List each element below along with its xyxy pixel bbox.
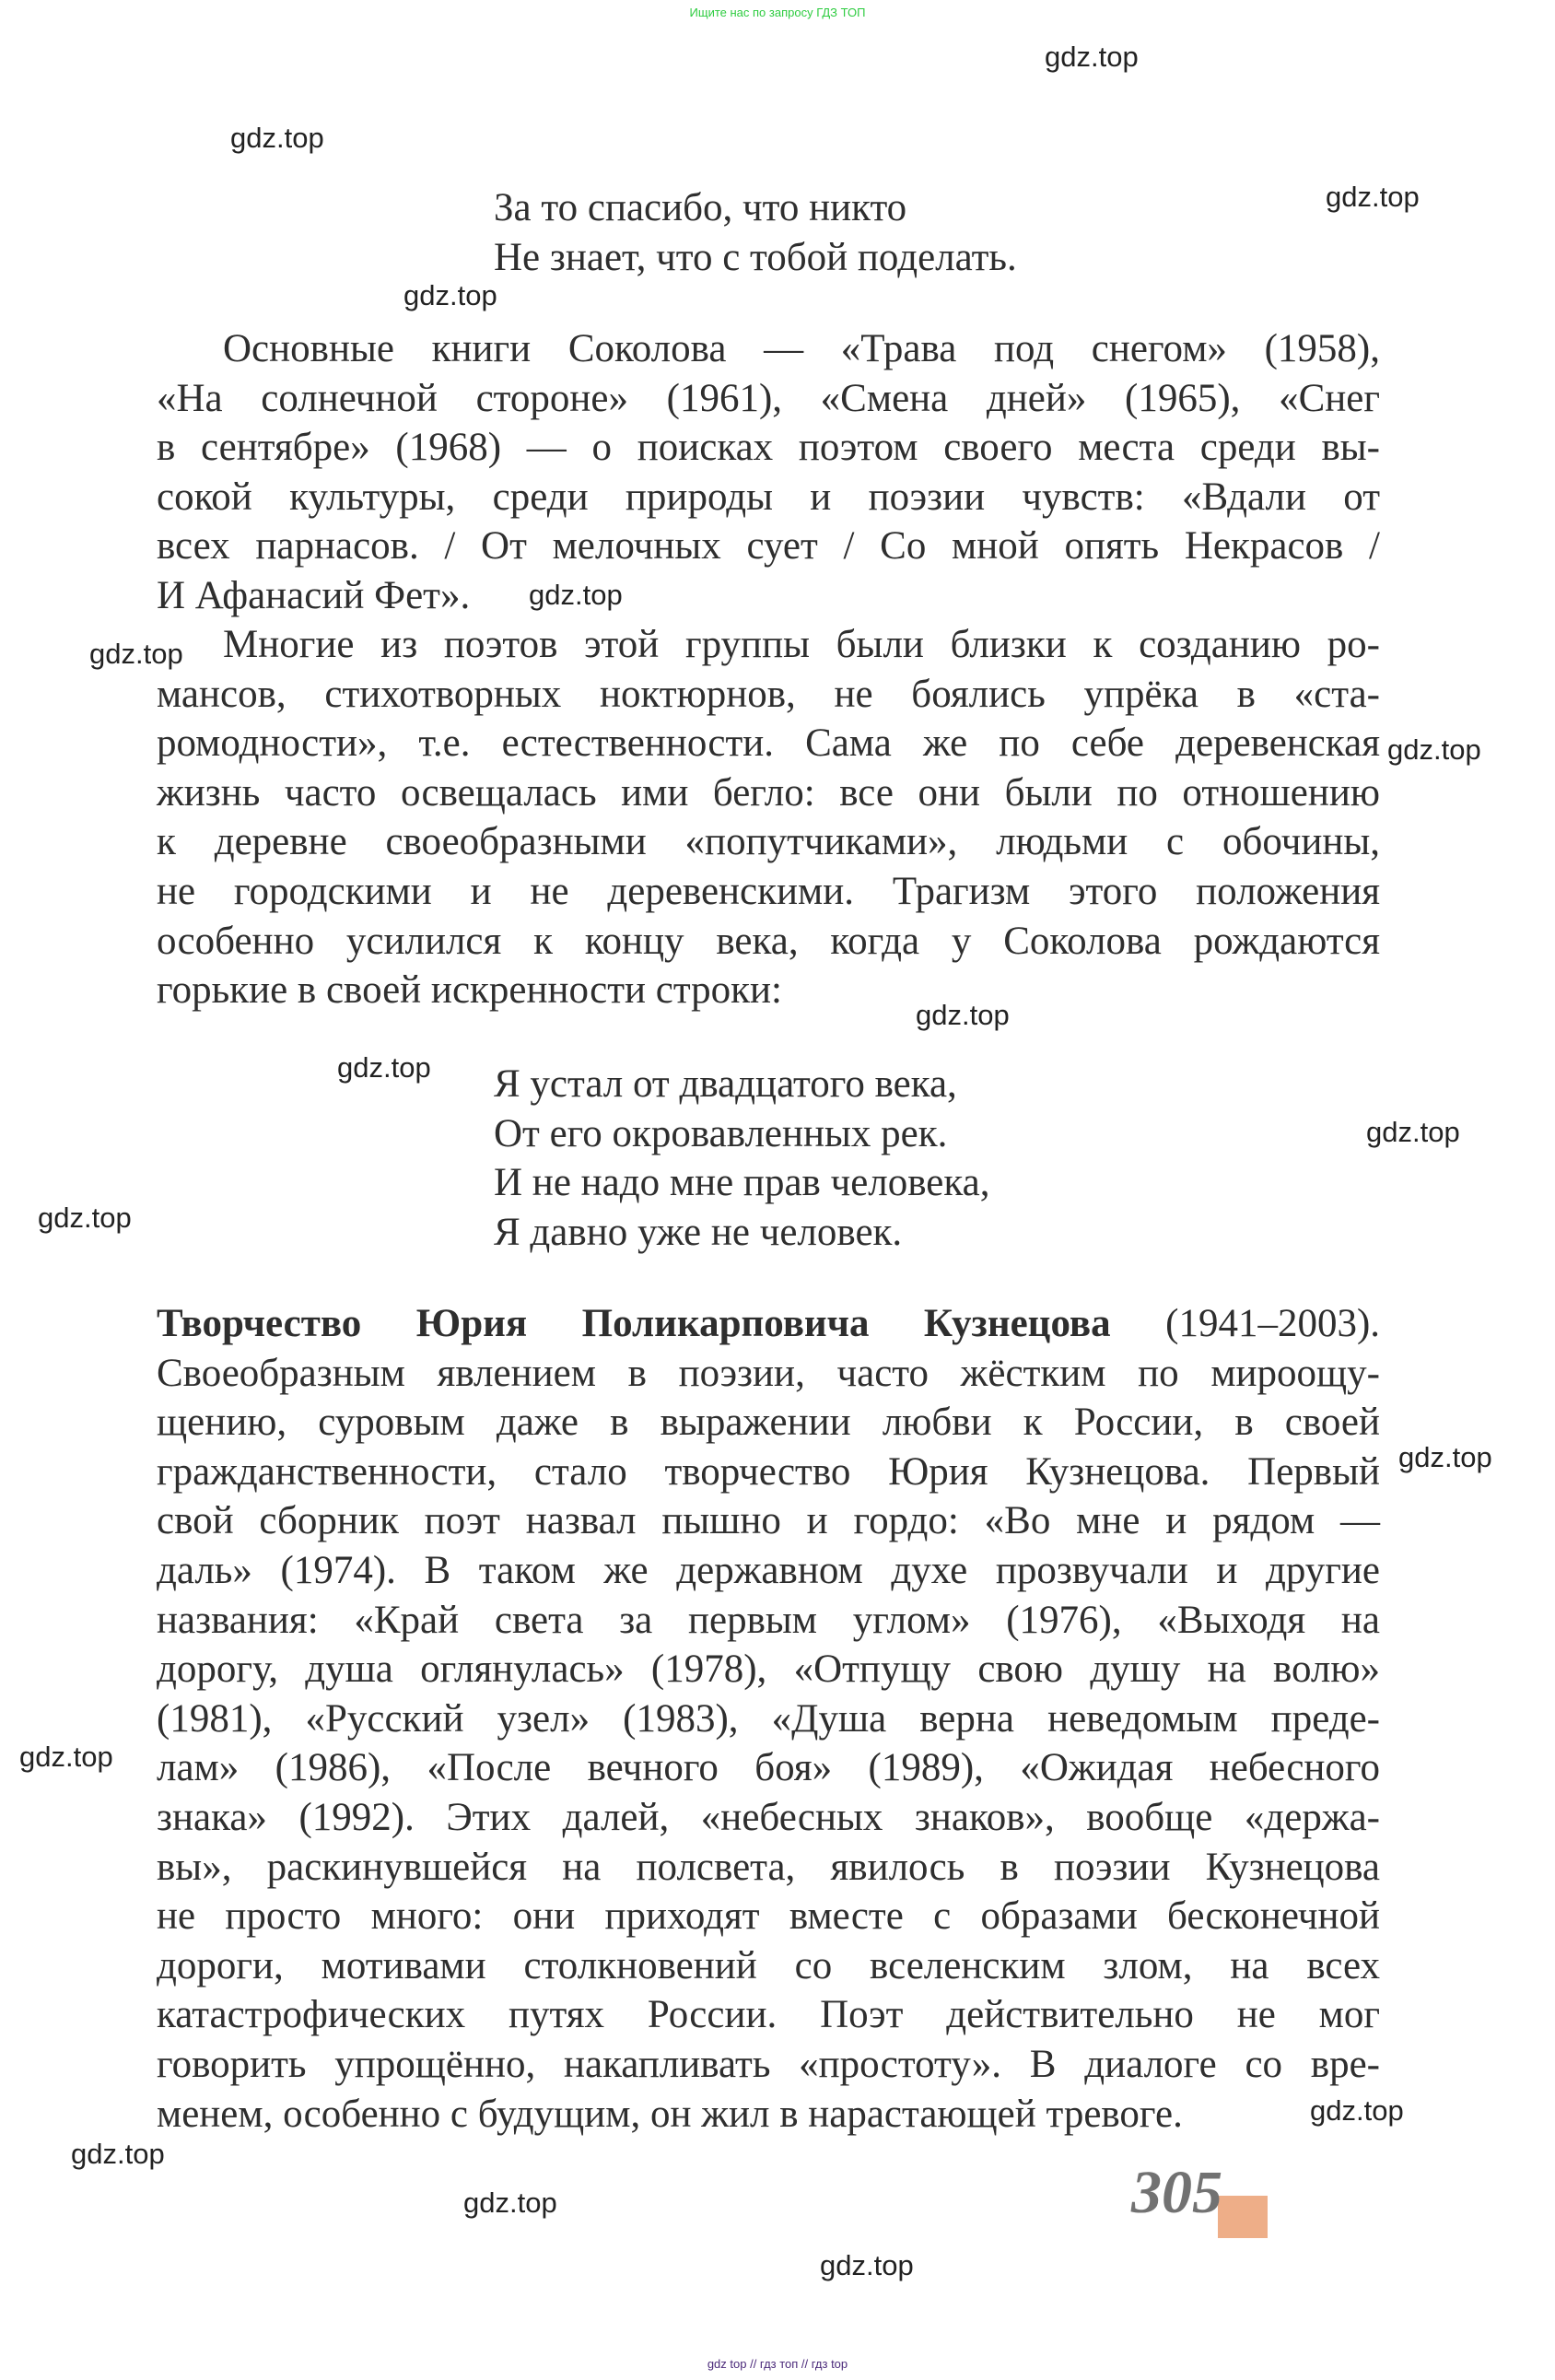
text-line: особенно усилился к концу века, когда у Соколова рождаются	[157, 920, 1380, 963]
text-line: лам» (1986), «После вечного боя» (1989), «Ожидая небесного	[157, 1746, 1380, 1789]
section-years: (1941–2003).	[1110, 1302, 1381, 1345]
watermark-text: gdz.top	[820, 2249, 914, 2281]
text-line: вы», раскинувшейся на полсвета, явилось в поэзии Кузнецова	[157, 1846, 1380, 1889]
watermark-text: gdz.top	[89, 638, 183, 670]
watermark-text: gdz.top	[403, 279, 497, 311]
text-line: дорогу, душа оглянулась» (1978), «Отпущу свою душу на волю»	[157, 1647, 1380, 1691]
text-line: знака» (1992). Этих далей, «небесных знаков», вообще «держа-	[157, 1796, 1380, 1839]
watermark-text: gdz.top	[1398, 1441, 1492, 1473]
text-line: дороги, мотивами столкновений со вселенским злом, на всех	[157, 1944, 1380, 1987]
text-line: сокой культуры, среди природы и поэзии чувств: «Вдали от	[157, 475, 1380, 519]
text-line: говорить упрощённо, накапливать «простоту». В диалоге со вре-	[157, 2043, 1380, 2086]
poem-line: От его окровавленных рек.	[494, 1112, 948, 1155]
watermark-text: gdz.top	[463, 2187, 557, 2219]
text-line: не просто много: они приходят вместе с образами бесконечной	[157, 1894, 1380, 1938]
text-line: в сентябре» (1968) — о поисках поэтом своего места среди вы-	[157, 426, 1380, 469]
watermark-text: gdz.top	[19, 1741, 113, 1773]
poem-line: Я давно уже не человек.	[494, 1211, 903, 1254]
text-line: к деревне своеобразными «попутчиками», людьми с обочины,	[157, 820, 1380, 863]
text-line: всех парнасов. / От мелочных сует / Со мной опять Некрасов /	[157, 524, 1380, 568]
text-line: менем, особенно с будущим, он жил в нарастающей тревоге.	[157, 2093, 1183, 2136]
page-number-decoration	[1218, 2196, 1268, 2238]
text-line: Своеобразным явлением в поэзии, часто жёстким по мироощу-	[157, 1352, 1380, 1395]
text-line: Многие из поэтов этой группы были близки к созданию ро-	[223, 623, 1380, 666]
text-line: ромодности», т.е. естественности. Сама же по себе деревенская	[157, 721, 1380, 765]
watermark-text: gdz.top	[1387, 733, 1481, 766]
text-line: горькие в своей искренности строки:	[157, 968, 782, 1012]
text-line: И Афанасий Фет».	[157, 574, 471, 617]
watermark-text: gdz.top	[38, 1202, 132, 1234]
text-line: даль» (1974). В таком же державном духе прозвучали и другие	[157, 1549, 1380, 1592]
watermark-text: gdz.top	[1045, 41, 1139, 73]
search-banner: Ищите нас по запросу ГДЗ ТОП	[689, 6, 866, 19]
watermark-text: gdz.top	[337, 1051, 431, 1084]
text-line: (1981), «Русский узел» (1983), «Душа верна неведомым преде-	[157, 1697, 1380, 1741]
text-line: свой сборник поэт назвал пышно и гордо: «Во мне и рядом —	[157, 1499, 1380, 1542]
watermark-text: gdz.top	[529, 579, 623, 611]
text-line: щению, суровым даже в выражении любви к России, в своей	[157, 1401, 1380, 1444]
watermark-text: gdz.top	[1326, 181, 1420, 213]
poem-line: За то спасибо, что никто	[494, 186, 907, 229]
footer-watermark: gdz top // гдз топ // гдз top	[707, 2357, 848, 2371]
text-line: «На солнечной стороне» (1961), «Смена дней» (1965), «Снег	[157, 377, 1380, 420]
text-line: жизнь часто освещалась ими бегло: все они были по отношению	[157, 771, 1380, 815]
text-line: названия: «Край света за первым углом» (1976), «Выходя на	[157, 1599, 1380, 1642]
text-line: мансов, стихотворных ноктюрнов, не боялись упрёка в «ста-	[157, 673, 1380, 716]
watermark-text: gdz.top	[71, 2138, 165, 2170]
text-line: Основные книги Соколова — «Трава под снегом» (1958),	[223, 327, 1380, 370]
text-line: катастрофических путях России. Поэт действительно не мог	[157, 1993, 1380, 2036]
section-heading: Творчество Юрия Поликарповича Кузнецова	[157, 1302, 1111, 1345]
text-line: гражданственности, стало творчество Юрия Кузнецова. Первый	[157, 1450, 1380, 1494]
watermark-text: gdz.top	[1310, 2094, 1404, 2127]
watermark-text: gdz.top	[1366, 1116, 1460, 1148]
text-line: не городскими и не деревенскими. Трагизм этого положения	[157, 870, 1380, 913]
watermark-text: gdz.top	[916, 999, 1010, 1031]
poem-line: И не надо мне прав человека,	[494, 1161, 990, 1204]
page-number: 305	[1131, 2159, 1222, 2226]
poem-line: Не знает, что с тобой поделать.	[494, 236, 1017, 279]
section-heading-line	[157, 1299, 1380, 1349]
poem-line: Я устал от двадцатого века,	[494, 1062, 957, 1106]
watermark-text: gdz.top	[230, 122, 324, 154]
